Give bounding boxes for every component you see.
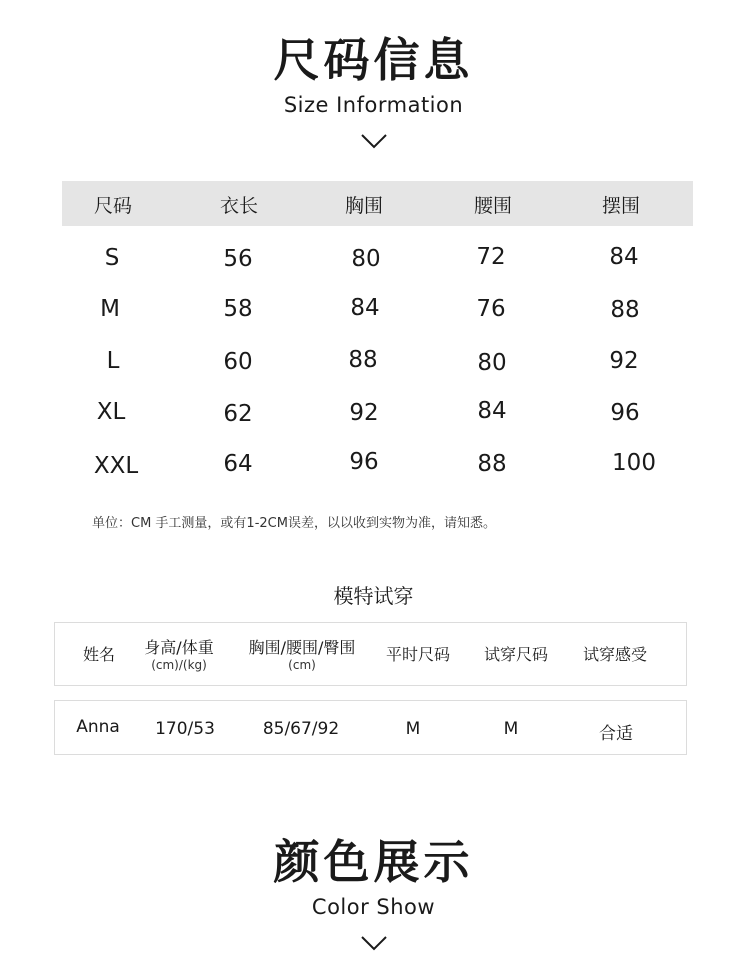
chevron-down-icon	[360, 934, 388, 952]
model-row-name: Anna	[76, 717, 120, 737]
chevron-down-icon	[360, 132, 388, 150]
model-header-measurements	[235, 635, 369, 672]
size-cell: 64	[223, 451, 253, 477]
size-cell: 80	[477, 350, 507, 376]
measurement-note: 单位：CM 手工测量，或有1-2CM误差，以以收到实物为准，请知悉。	[92, 516, 496, 531]
size-cell: 100	[612, 450, 656, 476]
model-header-name-label: 姓名	[82, 645, 115, 664]
model-header-name	[64, 642, 134, 665]
model-header-usual-size-label: 平时尺码	[385, 645, 450, 664]
size-header-waist: 腰围	[473, 195, 512, 217]
size-cell: 56	[223, 246, 253, 272]
size-header-chest: 胸围	[344, 195, 383, 217]
model-header-usual-size	[373, 642, 463, 665]
color-show-title: 颜色展示	[273, 835, 474, 889]
size-cell: 88	[348, 347, 378, 373]
size-cell: S	[104, 245, 120, 271]
size-cell: 76	[476, 296, 506, 322]
size-header-hem: 摆围	[601, 195, 640, 217]
model-header-box	[54, 622, 687, 686]
size-cell: 62	[223, 401, 253, 427]
model-header-height-weight-unit: (cm)/(kg)	[151, 658, 207, 672]
model-tryon-title: 模特试穿	[333, 584, 414, 608]
model-row-feeling: 合适	[599, 724, 633, 744]
size-cell: 92	[349, 400, 379, 426]
size-header-length: 衣长	[219, 195, 258, 217]
model-row-usual-size: M	[405, 719, 421, 739]
size-cell: 60	[223, 349, 253, 375]
size-cell: XXL	[93, 453, 139, 479]
size-cell: 88	[477, 451, 507, 477]
model-row-tryon-size: M	[503, 719, 519, 739]
model-header-feeling	[570, 642, 660, 665]
size-info-subtitle: Size Information	[283, 93, 464, 117]
size-cell: 72	[476, 244, 506, 270]
size-cell: 96	[349, 449, 379, 475]
size-cell: L	[106, 348, 120, 374]
model-header-measurements-label: 胸围/腰围/臀围	[248, 638, 356, 657]
model-header-tryon-size	[471, 642, 561, 665]
size-cell: 92	[609, 348, 639, 374]
color-show-subtitle: Color Show	[311, 895, 436, 919]
model-header-tryon-size-label: 试穿尺码	[483, 645, 548, 664]
size-cell: 84	[350, 295, 380, 321]
model-header-height-weight-label: 身高/体重	[144, 638, 214, 657]
model-row-box	[54, 700, 687, 755]
model-header-height-weight	[129, 635, 229, 672]
size-cell: XL	[96, 399, 126, 425]
size-cell: 80	[351, 246, 381, 272]
size-header-size: 尺码	[93, 195, 132, 217]
model-header-measurements-unit: (cm)	[288, 658, 316, 672]
size-cell: M	[100, 296, 120, 322]
model-row-height-weight: 170/53	[155, 719, 215, 739]
size-cell: 84	[609, 244, 639, 270]
size-info-title: 尺码信息	[273, 33, 474, 87]
model-header-feeling-label: 试穿感受	[582, 645, 647, 664]
size-cell: 88	[610, 297, 640, 323]
size-cell: 58	[223, 296, 253, 322]
size-cell: 96	[610, 400, 640, 426]
size-cell: 84	[477, 398, 507, 424]
model-row-measurements: 85/67/92	[262, 719, 340, 739]
